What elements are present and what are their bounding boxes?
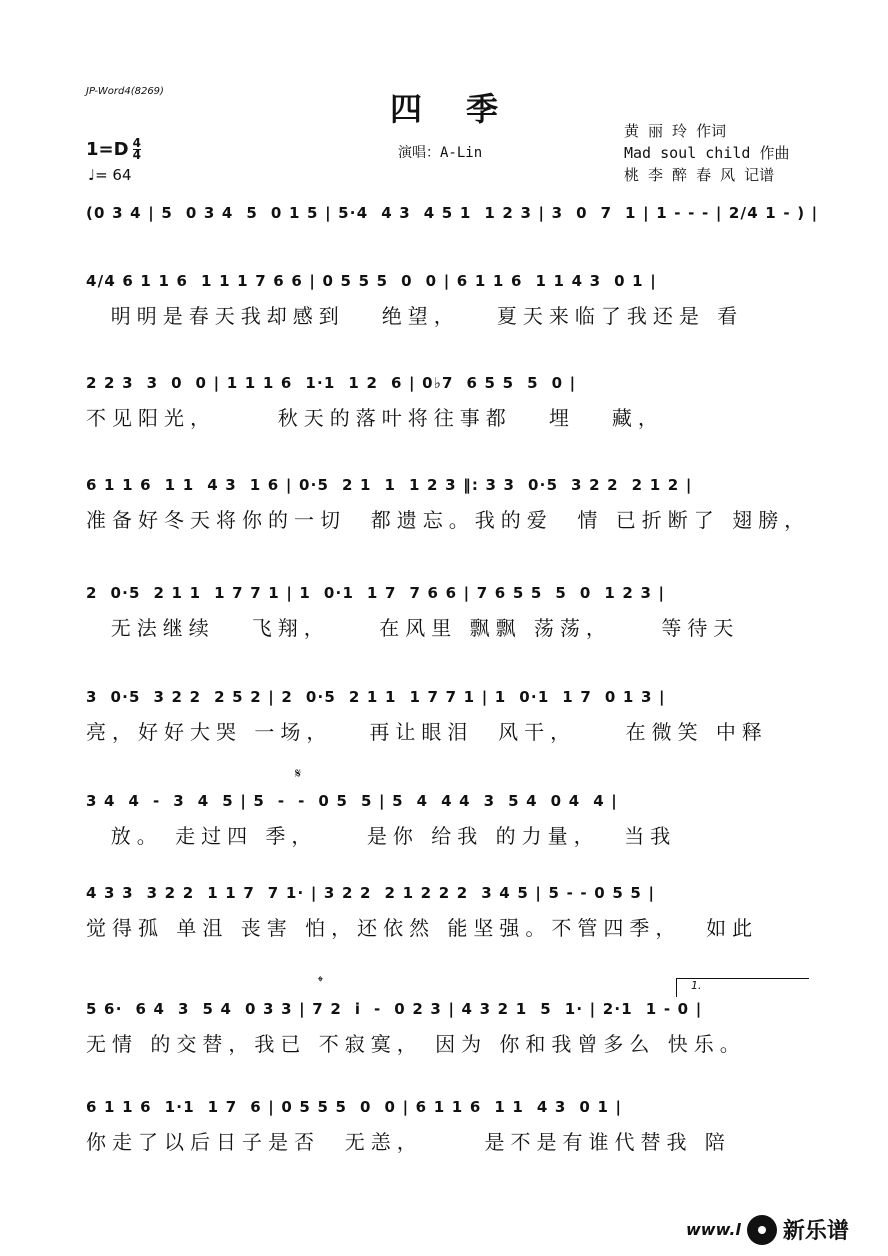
notation-line: 4 3 3 3 2 2 1 1 7 7 1· | 3 2 2 2 1 2 2 2 3 4 5 | 5 - - 0 5 5 | [86, 884, 656, 902]
score-system [86, 1000, 808, 1057]
lyrics-line: 准备好冬天将你的一切 都遗忘。我的爱 情 已折断了 翅膀， [86, 508, 811, 532]
score-system [86, 476, 811, 533]
lyrics-line: 无情 的交替，我已 不寂寞， 因为 你和我曾多么 快乐。 [86, 1032, 746, 1056]
credits-block [624, 120, 789, 186]
score-system [86, 272, 808, 329]
lyrics-line: 放。 走过四 季， 是你 给我 的力量， 当我 [86, 824, 677, 848]
time-bottom: 4 [132, 148, 141, 162]
site-url: www.l [686, 1220, 741, 1239]
site-logo[interactable] [686, 1214, 849, 1245]
lyrics-line: 无法继续 飞翔， 在风里 飘飘 荡荡， 等待天 [86, 616, 740, 640]
score-system [86, 1098, 808, 1155]
notation-line: 3 0·5 3 2 2 2 5 2 | 2 0·5 2 1 1 1 7 7 1 | 1 0·1 1 7 0 1 3 | [86, 688, 666, 706]
song-title: 四季 [389, 90, 542, 128]
lyricist-credit: 黄 丽 玲 作词 [624, 122, 727, 140]
notation-line: 5 6· 6 4 3 5 4 0 3 3 | 7 2 i - 0 2 3 | 4 3 2 1 5 1· | 2·1 1 - 0 | [86, 1000, 703, 1018]
coda-mark: 𝄌 [318, 974, 323, 990]
transcriber-credit: 桃 李 醉 春 风 记谱 [624, 166, 775, 184]
segno-mark: 𝄋 [295, 766, 302, 782]
notation-line: 3 4 4 - 3 4 5 | 5 - - 0 5 5 | 5 4 4 4 3 5 4 0 4 4 | [86, 792, 618, 810]
lyrics-line: 觉得孤 单沮 丧害 怕，还依然 能坚强。不管四季， 如此 [86, 916, 759, 940]
record-disc-icon [747, 1215, 777, 1245]
volta-label: 1. [691, 979, 702, 992]
time-signature [133, 138, 141, 161]
score-system [86, 584, 808, 641]
lyrics-line: 亮，好好大哭 一场， 再让眼泪 风干， 在微笑 中释 [86, 720, 768, 744]
notation-line: 2 0·5 2 1 1 1 7 7 1 | 1 0·1 1 7 7 6 6 | 7 6 5 5 5 0 1 2 3 | [86, 584, 666, 602]
lyrics-line: 你走了以后日子是否 无恙， 是不是有谁代替我 陪 [86, 1130, 731, 1154]
notation-line: 6 1 1 6 1 1 4 3 1 6 | 0·5 2 1 1 1 2 3 ‖: 3 3 0·5 3 2 2 2 1 2 | [86, 476, 693, 494]
score-system [86, 204, 819, 232]
key-signature [86, 138, 141, 161]
source-label: JP-Word4(8269) [86, 86, 164, 97]
lyrics-line: 不见阳光， 秋天的落叶将往事都 埋 藏， [86, 406, 664, 430]
notation-line: 4/4 6 1 1 6 1 1 1 7 6 6 | 0 5 5 5 0 0 | 6 1 1 6 1 1 4 3 0 1 | [86, 272, 657, 290]
score-system [86, 792, 808, 849]
score-system [86, 884, 808, 941]
singer-credit: 演唱：A-Lin [398, 145, 483, 161]
composer-credit: Mad soul child 作曲 [624, 144, 790, 162]
lyrics-line: 明明是春天我却感到 绝望， 夏天来临了我还是 看 [86, 304, 744, 328]
site-name: 新乐谱 [782, 1219, 849, 1244]
score-system [86, 688, 808, 745]
key-label: 1=D [86, 139, 129, 160]
volta-bracket [676, 978, 809, 997]
notation-line: 2 2 3 3 0 0 | 1 1 1 6 1·1 1 2 6 | 0♭7 6 5 5 5 0 | [86, 374, 577, 392]
notation-line: (0 3 4 | 5 0 3 4 5 0 1 5 | 5·4 4 3 4 5 1 1 2 3 | 3 0 7 1 | 1 - - - | 2/4 1 - ) | [86, 204, 819, 222]
notation-line: 6 1 1 6 1·1 1 7 6 | 0 5 5 5 0 0 | 6 1 1 6 1 1 4 3 0 1 | [86, 1098, 623, 1116]
score-system [86, 374, 808, 431]
tempo-marking: ♩= 64 [88, 166, 132, 184]
time-top: 4 [132, 136, 141, 150]
